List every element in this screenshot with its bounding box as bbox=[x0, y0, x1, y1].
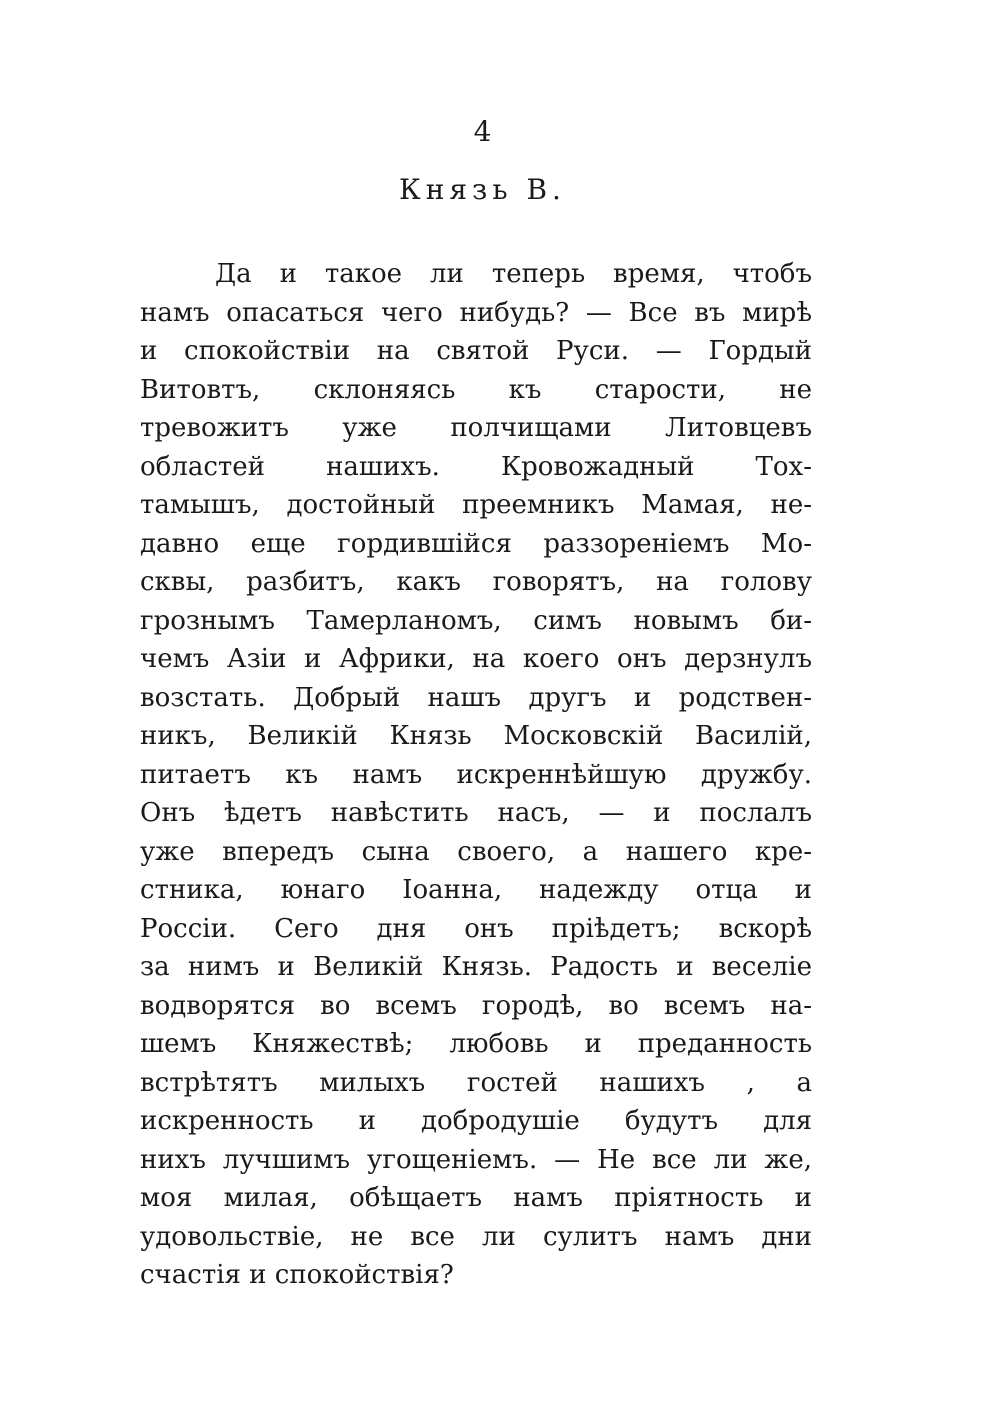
page-number: 4 bbox=[473, 115, 492, 148]
text-line: моя милая, обѣщаетъ намъ пріятность и bbox=[140, 1183, 812, 1213]
text-line: грознымъ Тамерланомъ, симъ новымъ би- bbox=[140, 605, 812, 636]
text-line: питаетъ къ намъ искреннѣйшую дружбу. bbox=[140, 759, 812, 790]
text-line: намъ опасаться чего нибудь? — Все въ мирѣ bbox=[140, 297, 812, 328]
text-line: уже впередъ сына своего, а нашего кре- bbox=[140, 836, 812, 867]
text-line: Да и такое ли теперь время, чтобъ bbox=[215, 259, 812, 289]
text-line: водворятся во всемъ городѣ, во всемъ на- bbox=[140, 990, 812, 1021]
text-line: искренность и добродушіе будутъ для bbox=[140, 1106, 812, 1136]
text-line: никъ, Великій Князь Московскій Василій, bbox=[140, 721, 812, 751]
text-line: стника, юнаго Іоанна, надежду отца и bbox=[140, 875, 812, 905]
text-line: Россіи. Сего дня онъ пріѣдетъ; вскорѣ bbox=[140, 913, 812, 944]
text-line: Витовтъ, склоняясь къ старости, не bbox=[140, 374, 812, 405]
text-line: удовольствіе, не все ли сулитъ намъ дни bbox=[140, 1221, 812, 1252]
text-line: давно еще гордившійся раззореніемъ Мо- bbox=[140, 528, 812, 559]
text-line: чемъ Азіи и Африки, на коего онъ дерзнулъ bbox=[140, 644, 812, 674]
text-line: тамышъ, достойный преемникъ Мамая, не- bbox=[140, 490, 812, 520]
speech-paragraph bbox=[140, 255, 812, 1295]
text-line: тревожитъ уже полчищами Литовцевъ bbox=[140, 413, 812, 443]
text-line: областей нашихъ. Кровожадный Тох- bbox=[140, 451, 812, 482]
text-line: Онъ ѣдетъ навѣстить насъ, — и послалъ bbox=[140, 798, 812, 828]
text-line: встрѣтятъ милыхъ гостей нашихъ , а bbox=[140, 1067, 812, 1098]
text-line: возстать. Добрый нашъ другъ и родствен- bbox=[140, 682, 812, 713]
text-line: и спокойствіи на святой Руси. — Гордый bbox=[140, 336, 812, 366]
text-line: счастія и спокойствія? bbox=[140, 1260, 454, 1290]
text-line: шемъ Княжествѣ; любовь и преданность bbox=[140, 1029, 812, 1059]
text-line: за нимъ и Великій Князь. Радость и веселіе bbox=[140, 952, 812, 982]
speaker-heading: Князь В. bbox=[399, 173, 566, 206]
text-line: нихъ лучшимъ угощеніемъ. — Не все ли же, bbox=[140, 1144, 812, 1175]
text-line: сквы, разбитъ, какъ говорятъ, на голову bbox=[140, 567, 812, 597]
